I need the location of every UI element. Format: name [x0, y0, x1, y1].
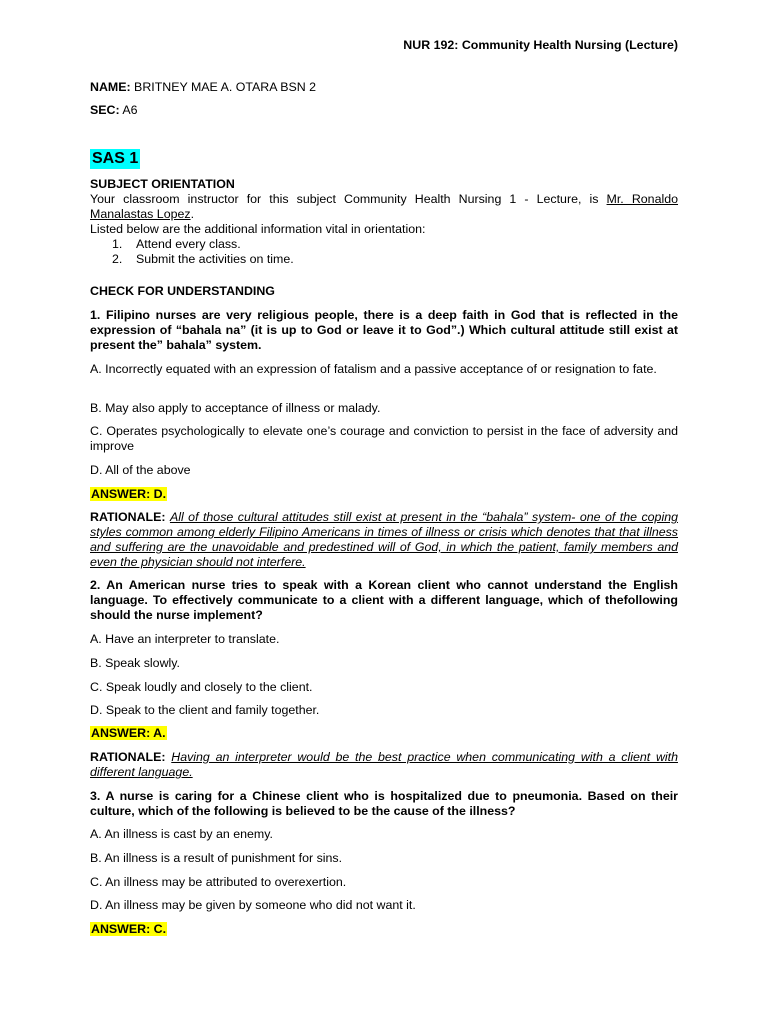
- section-value: A6: [119, 103, 138, 117]
- q1-option-b: B. May also apply to acceptance of illness or malady.: [90, 401, 381, 415]
- q2-answer-line: [90, 726, 678, 741]
- course-header: NUR 192: Community Health Nursing (Lecture): [403, 38, 678, 52]
- orientation-intro: [90, 192, 678, 222]
- q2-option-d: D. Speak to the client and family together.: [90, 703, 320, 717]
- list-number: 2.: [112, 252, 123, 266]
- question-3: 3. A nurse is caring for a Chinese client who is hospitalized due to pneumonia. Based on their culture, which of the following is believed to be the cause of the illness?: [90, 789, 678, 818]
- q3-option-a: A. An illness is cast by an enemy.: [90, 827, 273, 841]
- orientation-section: [90, 177, 678, 267]
- q2-rationale-label: RATIONALE:: [90, 750, 166, 764]
- q2-rationale-text: Having an interpreter would be the best practice when communicating with a client with different language.: [90, 750, 678, 779]
- name-value: BRITNEY MAE A. OTARA BSN 2: [130, 80, 317, 94]
- q3-option-b: B. An illness is a result of punishment for sins.: [90, 851, 343, 865]
- q3-option-c: C. An illness may be attributed to overexertion.: [90, 875, 347, 889]
- instructor-name: Mr. Ronaldo Manalastas Lopez: [90, 192, 679, 221]
- q1-rationale: [90, 510, 678, 570]
- sas-title: SAS 1: [92, 150, 139, 167]
- q3-answer-line: [90, 922, 678, 937]
- list-text: Submit the activities on time.: [136, 252, 294, 266]
- list-item: [90, 252, 678, 267]
- q1-rationale-text: All of those cultural attitudes still exist at present in the “bahala” system- one of the coping styles common among elderly Filipino Americans in times of illness or crisis which denotes that that illness and suffering are the unavoidable and predestined will of God, in which the patient, family members and even the physician should not interfere.: [90, 510, 678, 569]
- q2-option-c: C. Speak loudly and closely to the client.: [90, 680, 313, 694]
- orientation-heading: SUBJECT ORIENTATION: [90, 177, 235, 191]
- q2-answer: ANSWER: A.: [91, 726, 166, 740]
- section-line: [90, 103, 138, 118]
- question-2: 2. An American nurse tries to speak with a Korean client who cannot understand the English language. To effectively communicate to a client with a different language, which of thefollowing should the nurse implement?: [90, 578, 678, 622]
- list-number: 1.: [112, 237, 123, 251]
- q2-rationale: [90, 750, 678, 780]
- orientation-list: [90, 237, 678, 267]
- check-heading: CHECK FOR UNDERSTANDING: [90, 284, 275, 298]
- question-1: 1. Filipino nurses are very religious people, there is a deep faith in God that is reflected in the expression of “bahala na” (it is up to God or leave it to God”.) Which cultural attitude still exist at present the” bahala” system.: [90, 308, 678, 352]
- name-line: [90, 80, 316, 95]
- orientation-list-intro: Listed below are the additional information vital in orientation:: [90, 222, 426, 236]
- q3-answer: ANSWER: C.: [91, 922, 167, 936]
- q1-answer-line: [90, 487, 678, 502]
- name-label: NAME:: [90, 80, 131, 94]
- q1-answer: ANSWER: D.: [91, 487, 167, 501]
- intro-text: Your classroom instructor for this subject Community Health Nursing 1 - Lecture, is: [90, 192, 607, 206]
- q1-option-a: A. Incorrectly equated with an expression of fatalism and a passive acceptance of or resignation to fate.: [90, 362, 657, 376]
- q3-option-d: D. An illness may be given by someone who did not want it.: [90, 898, 416, 912]
- q1-option-d: D. All of the above: [90, 463, 191, 477]
- q2-option-b: B. Speak slowly.: [90, 656, 180, 670]
- q2-option-a: A. Have an interpreter to translate.: [90, 632, 280, 646]
- list-text: Attend every class.: [136, 237, 241, 251]
- q1-rationale-label: RATIONALE:: [90, 510, 166, 524]
- q1-option-c: C. Operates psychologically to elevate one’s courage and conviction to persist in the face of adversity and improve: [90, 424, 678, 453]
- list-item: [90, 237, 678, 252]
- intro-end: .: [190, 207, 195, 221]
- section-label: SEC:: [90, 103, 120, 117]
